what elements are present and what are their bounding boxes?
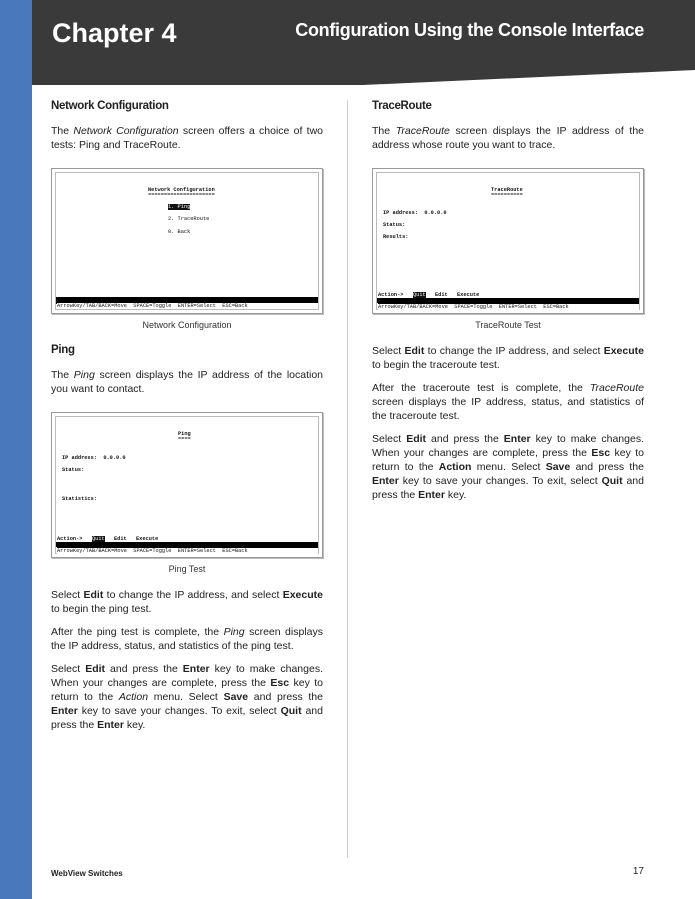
shot-underline: ==== <box>178 436 191 442</box>
traceroute-caption: TraceRoute Test <box>475 320 541 330</box>
execute-action[interactable]: Execute <box>136 536 159 542</box>
ping-intro: The Ping screen displays the IP address of the location you want to contact. <box>51 369 324 395</box>
network-configuration-heading: Network Configuration <box>51 100 169 112</box>
chapter-title: Configuration Using the Console Interface <box>295 20 644 40</box>
menu-item-ping[interactable]: 1. Ping <box>168 204 191 210</box>
shot-footer-help: ArrowKey/TAB/BACK=Move SPACE=Toggle ENTER=Select ESC=Back <box>378 303 639 310</box>
execute-action[interactable]: Execute <box>457 292 480 298</box>
page-number: 17 <box>632 866 644 877</box>
ip-address-field[interactable]: IP address: 0.0.0.0 <box>62 455 126 461</box>
results-label: Results: <box>383 234 409 240</box>
shot-footer-help: ArrowKey/TAB/BACK=Move SPACE=Toggle ENTER=Select ESC=Back <box>57 302 318 309</box>
network-configuration-screenshot <box>51 168 323 314</box>
edit-action[interactable]: Edit <box>435 292 448 298</box>
menu-item-traceroute[interactable]: 2. TraceRoute <box>168 216 210 222</box>
footer-product-name: WebView Switches <box>51 869 123 878</box>
network-configuration-intro: The Network Configuration screen offers a choice of two tests: Ping and TraceRoute. <box>51 125 323 151</box>
ping-caption: Ping Test <box>168 564 206 574</box>
status-label: Status: <box>62 467 85 473</box>
left-column <box>51 100 323 741</box>
traceroute-heading: TraceRoute <box>372 100 432 112</box>
shot-footer-help: ArrowKey/TAB/BACK=Move SPACE=Toggle ENTER=Select ESC=Back <box>57 547 318 554</box>
traceroute-paragraph-2: After the traceroute test is complete, the TraceRoute screen displays the IP address, status, and statistics of the traceroute test. <box>372 382 644 422</box>
shot-underline: ===================== <box>148 192 215 198</box>
ping-paragraph-1: Select Edit to change the IP address, and select Execute to begin the ping test. <box>51 589 323 615</box>
chapter-label: Chapter 4 <box>52 18 177 48</box>
ping-heading: Ping <box>51 344 75 356</box>
shot-title: Network Configuration <box>148 187 215 193</box>
action-label: Action-> <box>378 292 404 298</box>
traceroute-paragraph-1: Select Edit to change the IP address, and select Execute to begin the traceroute test. <box>372 345 644 371</box>
right-column <box>372 100 644 511</box>
shot-underline: ========== <box>491 192 523 198</box>
ping-paragraph-3: Select Edit and press the Enter key to make changes. When your changes are complete, press the Esc key to return to the Action menu. Select Save and press the Enter key to save your changes. To exit, select Quit and press the Enter key. <box>51 663 323 731</box>
menu-item-back[interactable]: 0. Back <box>168 229 191 235</box>
ping-screenshot <box>51 412 323 558</box>
quit-action[interactable]: Quit <box>92 536 105 542</box>
traceroute-intro: The TraceRoute screen displays the IP address of the address whose route you want to trace. <box>372 125 645 151</box>
statistics-label: Statistics: <box>62 496 97 502</box>
network-configuration-caption: Network Configuration <box>142 320 232 330</box>
shot-title: TraceRoute <box>491 187 523 193</box>
edit-action[interactable]: Edit <box>114 536 127 542</box>
shot-title: Ping <box>178 431 191 437</box>
ping-paragraph-2: After the ping test is complete, the Ping screen displays the IP address, status, and statistics of the ping test. <box>51 626 323 652</box>
traceroute-screenshot <box>372 168 644 314</box>
status-label: Status: <box>383 222 406 228</box>
column-divider <box>347 100 348 858</box>
traceroute-paragraph-3: Select Edit and press the Enter key to make changes. When your changes are complete, press the Esc key to return to the Action menu. Select Save and press the Enter key to save your changes. To exit, select Quit and press the Enter key. <box>372 433 644 501</box>
sidebar-accent <box>0 0 32 899</box>
quit-action[interactable]: Quit <box>413 292 426 298</box>
action-label: Action-> <box>57 536 83 542</box>
ip-address-field[interactable]: IP address: 0.0.0.0 <box>383 210 447 216</box>
